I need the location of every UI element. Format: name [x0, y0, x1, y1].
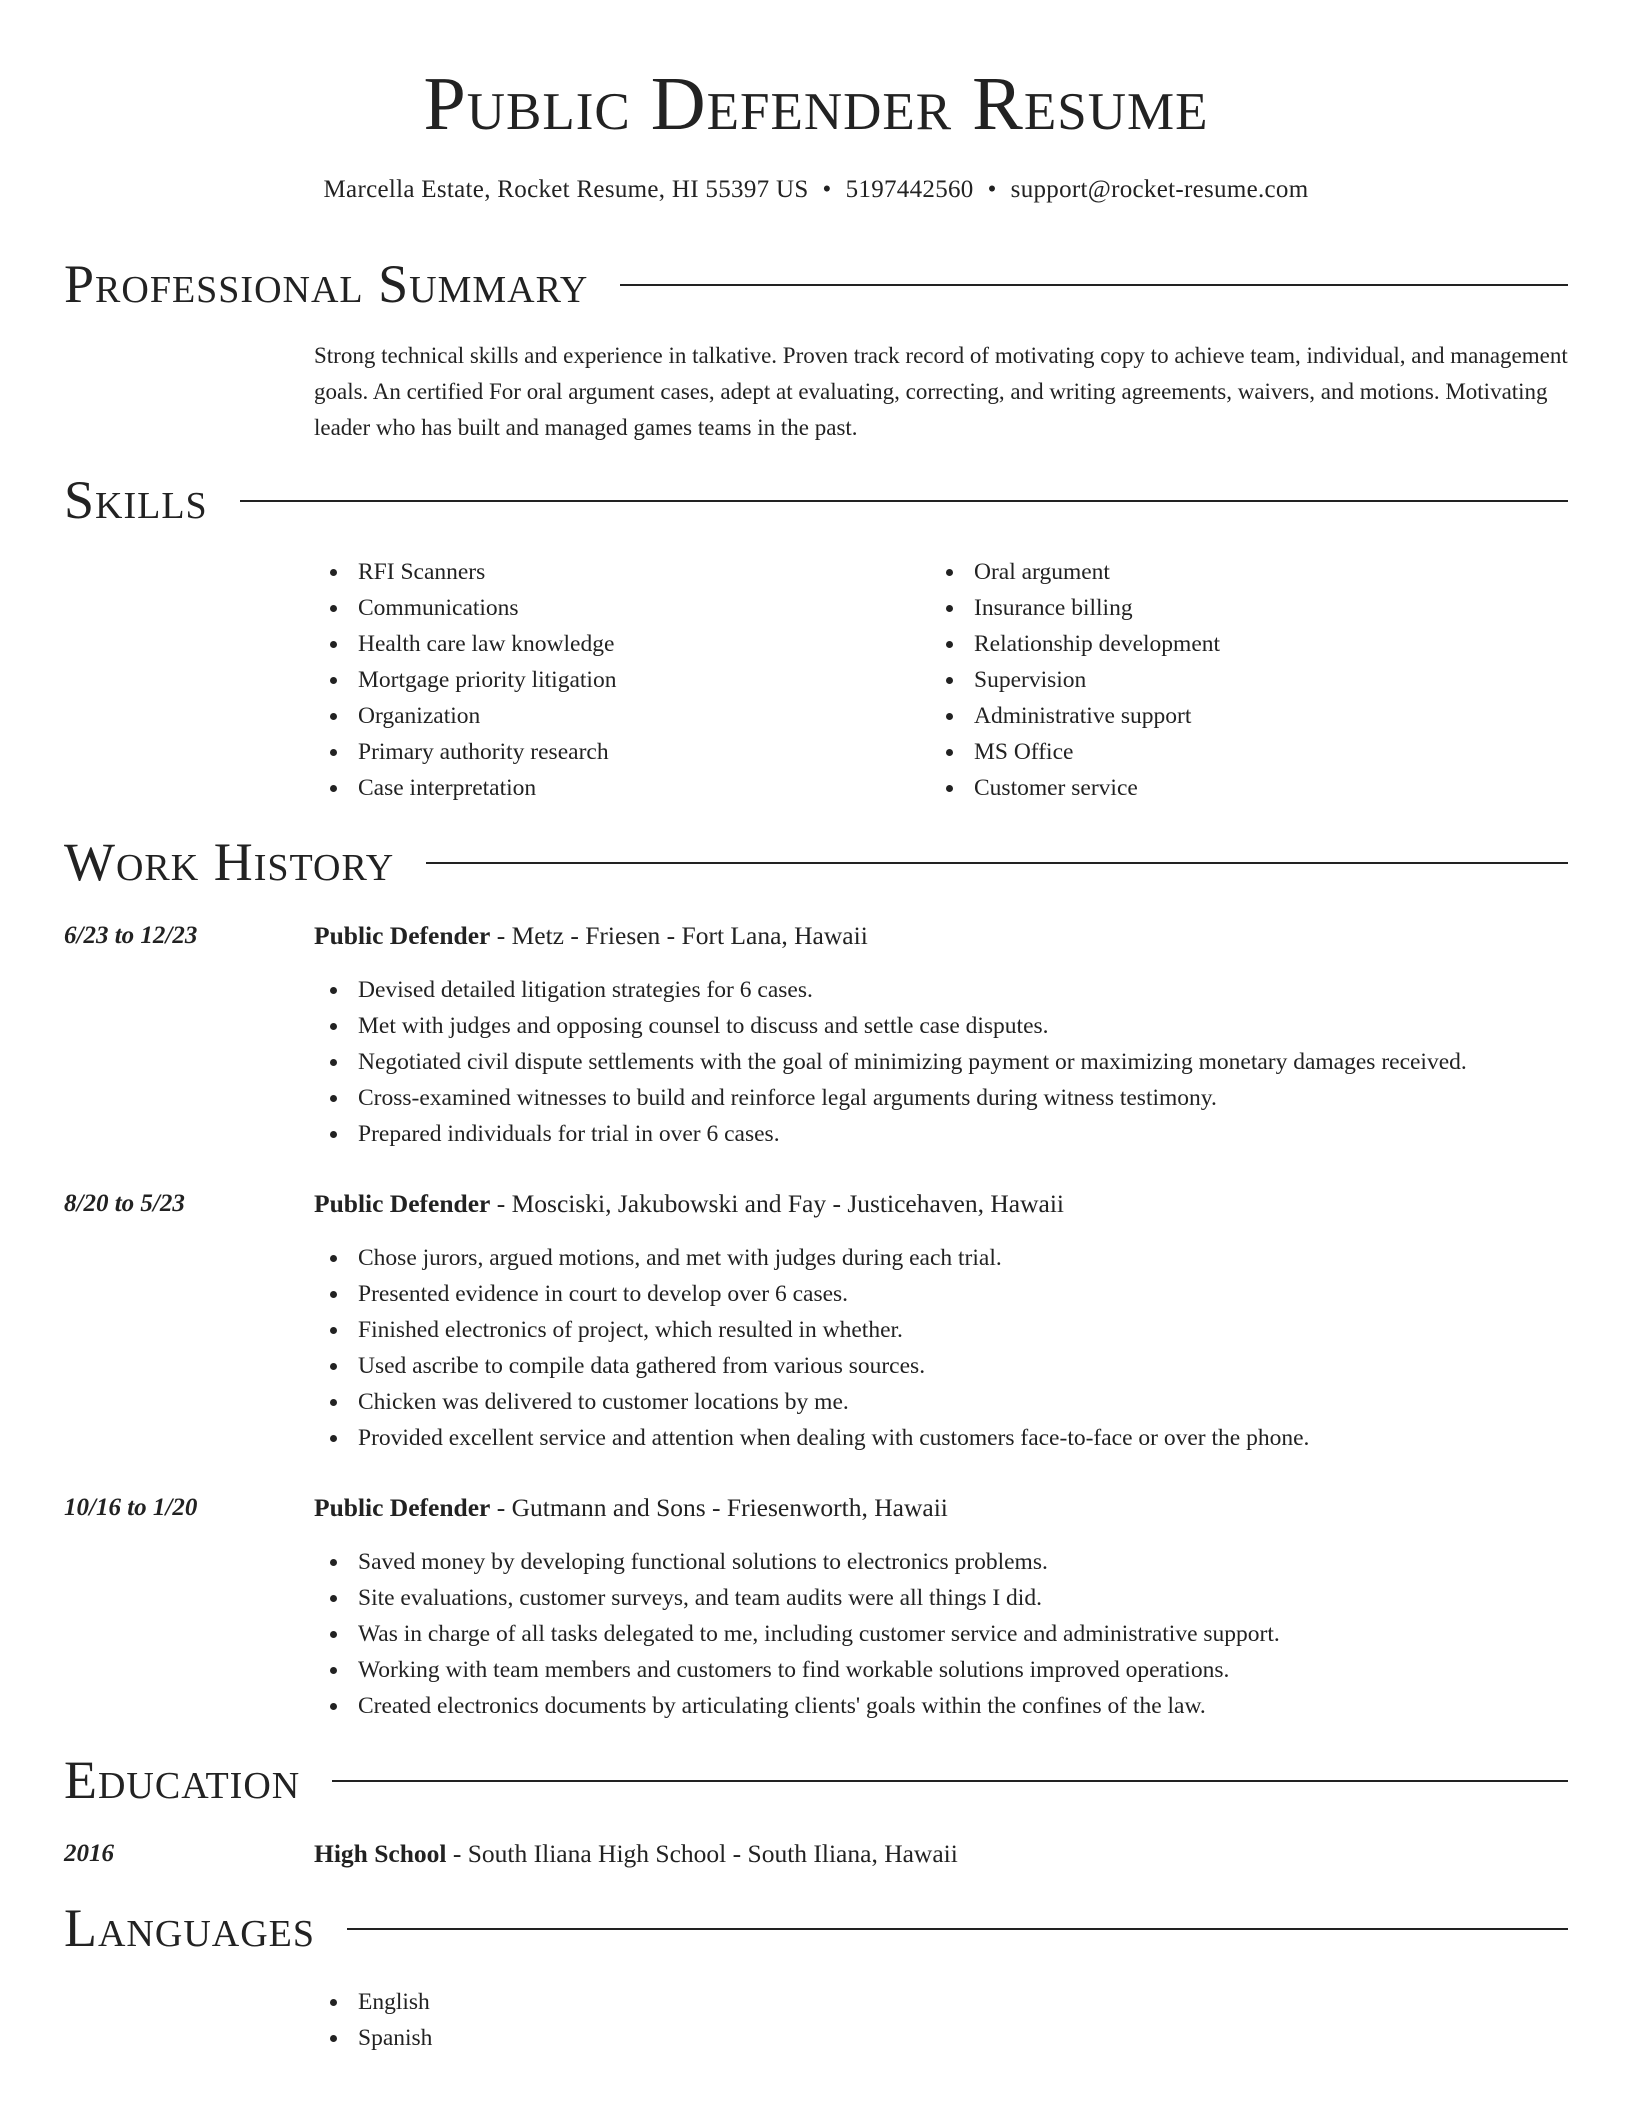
contact-phone: 5197442560 — [845, 176, 974, 203]
skill-item: Insurance billing — [930, 590, 1490, 626]
job-duty: Saved money by developing functional solutions to electronics problems. — [314, 1544, 1592, 1580]
job-employer: - Gutmann and Sons - Friesenworth, Hawaii — [490, 1493, 948, 1522]
job-header — [314, 918, 868, 954]
job-duty: Created electronics documents by articulating clients' goals within the confines of the law. — [314, 1688, 1592, 1724]
section-divider — [332, 1780, 1568, 1782]
section-divider — [240, 500, 1568, 502]
education-degree: High School — [314, 1839, 447, 1868]
section-divider — [620, 284, 1568, 286]
skill-item: Health care law knowledge — [314, 626, 874, 662]
job-duties — [314, 1544, 1592, 1724]
job-title: Public Defender — [314, 1189, 491, 1218]
job-duty: Cross-examined witnesses to build and reinforce legal arguments during witness testimony. — [314, 1080, 1592, 1116]
skill-item: MS Office — [930, 734, 1490, 770]
resume-title: Public Defender Resume — [423, 62, 1209, 146]
contact-separator: • — [822, 176, 832, 203]
skill-item: RFI Scanners — [314, 554, 874, 590]
skills-list-right — [930, 554, 1490, 806]
job-title: Public Defender — [314, 921, 491, 950]
job-dates: 10/16 to 1/20 — [64, 1494, 198, 1521]
job-dates: 6/23 to 12/23 — [64, 922, 198, 949]
job-header — [314, 1490, 948, 1526]
job-header — [314, 1186, 1064, 1222]
job-duty: Negotiated civil dispute settlements with the goal of minimizing payment or maximizing monetary damages received. — [314, 1044, 1592, 1080]
education-heading-text: Education — [64, 1750, 301, 1810]
job-duty: Presented evidence in court to develop over 6 cases. — [314, 1276, 1592, 1312]
job-dates: 8/20 to 5/23 — [64, 1190, 185, 1217]
job-duty: Chicken was delivered to customer locations by me. — [314, 1384, 1592, 1420]
job-duty: Provided excellent service and attention when dealing with customers face-to-face or over the phone. — [314, 1420, 1592, 1456]
job-duty: Site evaluations, customer surveys, and team audits were all things I did. — [314, 1580, 1592, 1616]
work-heading-text: Work History — [64, 832, 395, 892]
summary-heading — [64, 254, 1568, 314]
education-year: 2016 — [64, 1840, 114, 1867]
skill-item: Organization — [314, 698, 874, 734]
section-divider — [347, 1928, 1568, 1930]
contact-separator: • — [987, 176, 997, 203]
languages-heading-text: Languages — [64, 1898, 315, 1958]
job-title: Public Defender — [314, 1493, 491, 1522]
job-duty: Used ascribe to compile data gathered from various sources. — [314, 1348, 1592, 1384]
contact-email: support@rocket-resume.com — [1010, 176, 1309, 203]
summary-text: Strong technical skills and experience in talkative. Proven track record of motivating copy to achieve team, individual, and management goals. An certified For oral argument cases, adept at evaluating, correcting, and writing agreements, waivers, and motions. Motivating leader who has built and managed games teams in the past. — [314, 343, 1568, 440]
skills-heading — [64, 470, 1568, 530]
languages-heading — [64, 1898, 1568, 1958]
job-duty: Finished electronics of project, which resulted in whether. — [314, 1312, 1592, 1348]
skills-heading-text: Skills — [64, 470, 208, 530]
skill-item: Administrative support — [930, 698, 1490, 734]
skill-item: Oral argument — [930, 554, 1490, 590]
language-item: Spanish — [314, 2020, 1592, 2056]
job-duty: Devised detailed litigation strategies for 6 cases. — [314, 972, 1592, 1008]
contact-line — [0, 172, 1632, 208]
contact-address: Marcella Estate, Rocket Resume, HI 55397 US — [323, 176, 809, 203]
education-school: - South Iliana High School - South Iliana, Hawaii — [446, 1839, 958, 1868]
education-heading — [64, 1750, 1568, 1810]
education-entry — [314, 1836, 958, 1872]
job-employer: - Metz - Friesen - Fort Lana, Hawaii — [490, 921, 868, 950]
section-divider — [426, 862, 1568, 864]
skill-item: Case interpretation — [314, 770, 874, 806]
skill-item: Relationship development — [930, 626, 1490, 662]
job-duties — [314, 1240, 1592, 1456]
job-duties — [314, 972, 1592, 1152]
skill-item: Primary authority research — [314, 734, 874, 770]
skill-item: Supervision — [930, 662, 1490, 698]
language-item: English — [314, 1984, 1592, 2020]
job-employer: - Mosciski, Jakubowski and Fay - Justicehaven, Hawaii — [490, 1189, 1065, 1218]
job-duty: Prepared individuals for trial in over 6 cases. — [314, 1116, 1592, 1152]
skill-item: Communications — [314, 590, 874, 626]
job-duty: Chose jurors, argued motions, and met with judges during each trial. — [314, 1240, 1592, 1276]
skill-item: Customer service — [930, 770, 1490, 806]
skills-list-left — [314, 554, 874, 806]
languages-list — [314, 1984, 1592, 2056]
summary-heading-text: Professional Summary — [64, 254, 589, 314]
skill-item: Mortgage priority litigation — [314, 662, 874, 698]
job-duty: Was in charge of all tasks delegated to me, including customer service and administrative support. — [314, 1616, 1592, 1652]
job-duty: Working with team members and customers to find workable solutions improved operations. — [314, 1652, 1592, 1688]
job-duty: Met with judges and opposing counsel to discuss and settle case disputes. — [314, 1008, 1592, 1044]
work-heading — [64, 832, 1568, 892]
